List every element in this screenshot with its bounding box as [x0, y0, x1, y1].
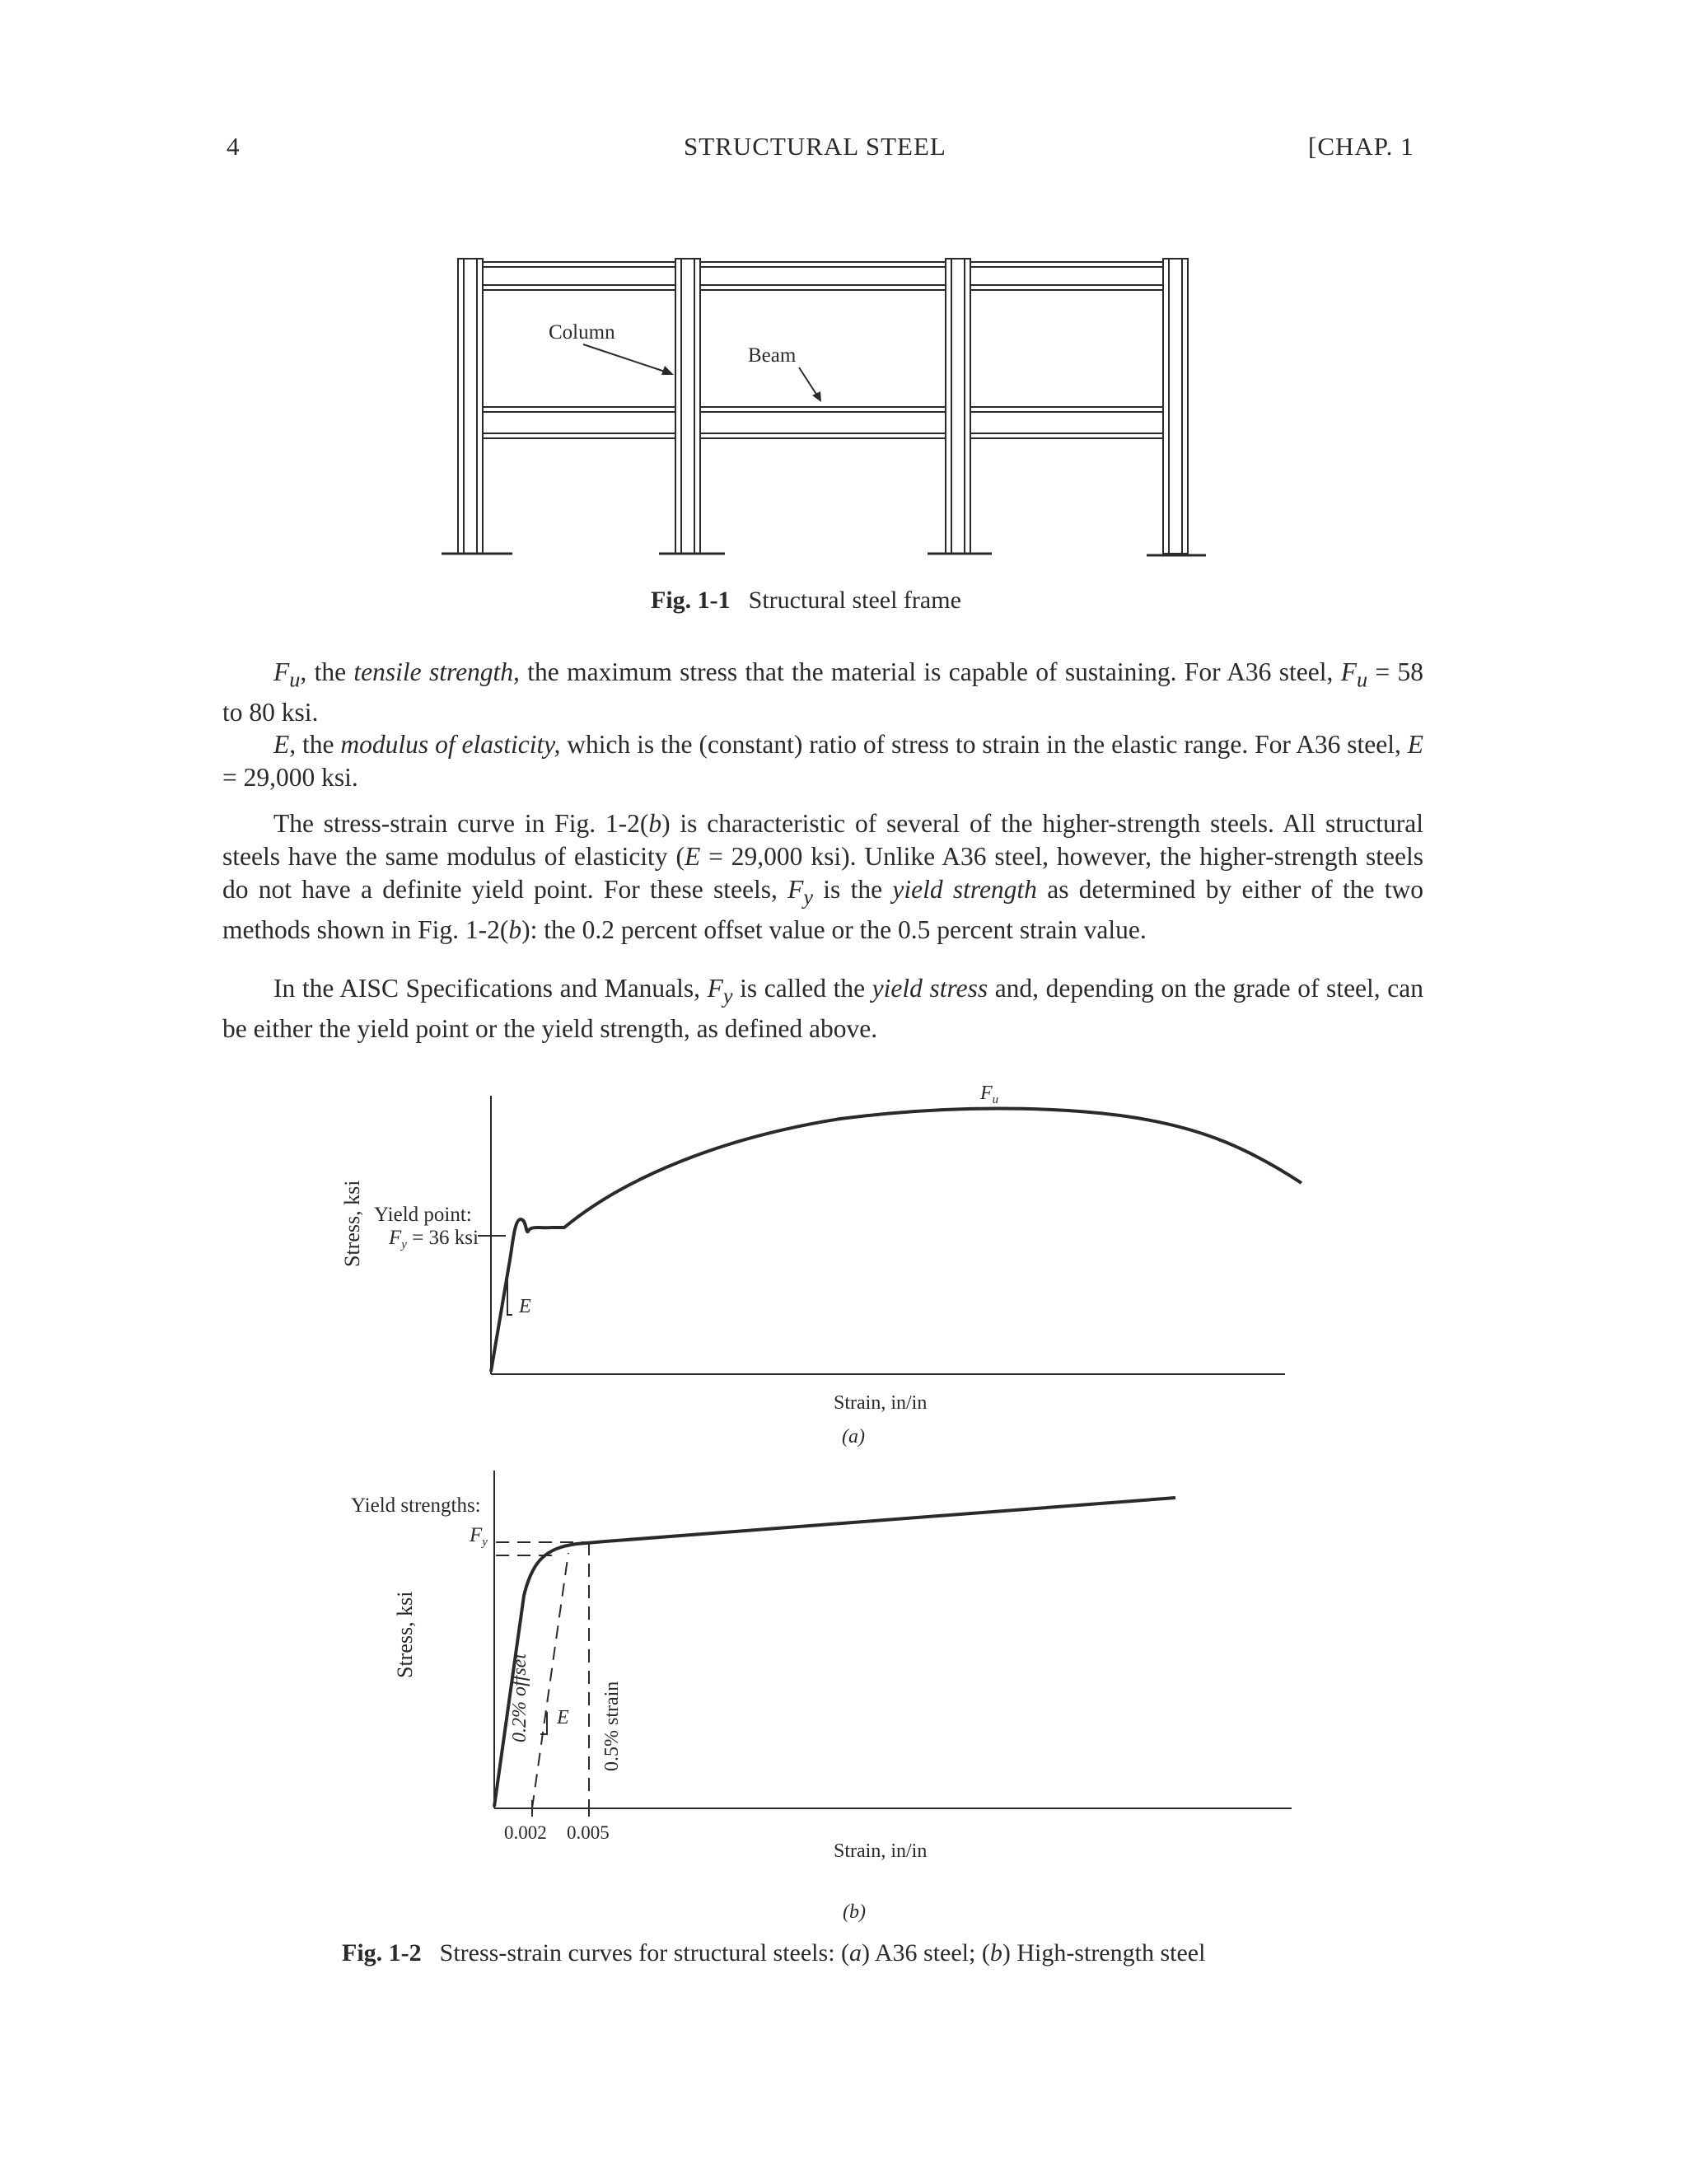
sub-label-b: (b): [843, 1901, 866, 1923]
yield-strengths-label: Yield strengths:: [351, 1494, 481, 1517]
offset-line: [532, 1553, 568, 1808]
figure-stress-strain-high-strength: [329, 1462, 1318, 1874]
fig1-caption: [651, 587, 961, 615]
beam-arrowhead: [812, 391, 821, 402]
offset-label: 0.2% offset: [509, 1653, 530, 1742]
frame-base-plates: [442, 554, 1206, 555]
fig2-caption-number: Fig. 1-2: [342, 1939, 422, 1967]
tick-label-0005: 0.005: [567, 1822, 610, 1843]
fu-label: $F_u$: [980, 1083, 999, 1106]
modulus-triangle: [507, 1279, 512, 1315]
paragraph-stress-strain-curve: The stress-strain curve in Fig. 1-2(b) is characteristic of several of the higher-strength steels. All structural steels have the same modulus of elasticity (E = 29,000 ksi). Unlike A36 steel, however, the higher-strength steels do not have a definite yield point. For these steels, $F_y$ is the yield strength as determined by either of the two methods shown in Fig. 1-2(b): the 0.2 percent offset value or the 0.5 percent strain value.: [222, 809, 1424, 945]
paragraph-aisc: In the AISC Specifications and Manuals, $F_y$ is called the yield stress and, depending on the grade of steel, can be either the yield point or the yield strength, as defined above.: [222, 974, 1423, 1044]
yield-point-label: Yield point:: [374, 1204, 472, 1226]
figure-stress-strain-a36: [329, 1079, 1318, 1466]
y-axis-label-b: Stress, ksi: [393, 1591, 417, 1678]
chapter-label: [CHAP. 1: [1308, 132, 1414, 161]
beam-label: Beam: [748, 344, 797, 367]
strain-label: 0.5% strain: [601, 1681, 623, 1771]
fig1-caption-text: Structural steel frame: [748, 587, 961, 614]
sub-label-a: (a): [842, 1426, 865, 1447]
column-label: Column: [549, 321, 615, 344]
frame-beams: [483, 262, 1163, 438]
y-axis-label-a: Stress, ksi: [340, 1180, 364, 1267]
x-axis-label-b: Strain, in/in: [834, 1840, 928, 1862]
fig2-caption: Fig. 1-2 Stress-strain curves for structural steels: (a) A36 steel; (b) High-strength steel: [342, 1939, 1206, 1967]
column-leader-line: [583, 344, 667, 372]
modulus-label: E: [519, 1296, 531, 1317]
running-title: STRUCTURAL STEEL: [684, 132, 946, 161]
modulus-label: E: [557, 1707, 569, 1728]
tick-label-0002: 0.002: [504, 1822, 547, 1843]
fig1-caption-number: Fig. 1-1: [651, 587, 731, 614]
yield-point-value: $F_y = 36$ ksi: [389, 1227, 479, 1251]
stress-strain-curve-high-strength: [494, 1498, 1175, 1807]
paragraph-modulus: E, the modulus of elasticity, which is the (constant) ratio of stress to strain in the elastic range. For A36 steel, E = 29,000 ksi.: [222, 730, 1423, 792]
page-number: 4: [227, 132, 241, 161]
paragraph-tensile-strength: $F_u$, the tensile strength, the maximum stress that the material is capable of sustaining. For A36 steel, $F_u = 58$ to 80 ksi.: [222, 657, 1423, 727]
stress-strain-curve-a36: [491, 1109, 1301, 1373]
beam-leader-line: [799, 367, 817, 395]
column-arrowhead: [661, 366, 674, 375]
x-axis-label-a: Strain, in/in: [834, 1392, 928, 1414]
fy-label: $F_y$: [470, 1524, 488, 1549]
figure-steel-frame: [428, 247, 1219, 568]
